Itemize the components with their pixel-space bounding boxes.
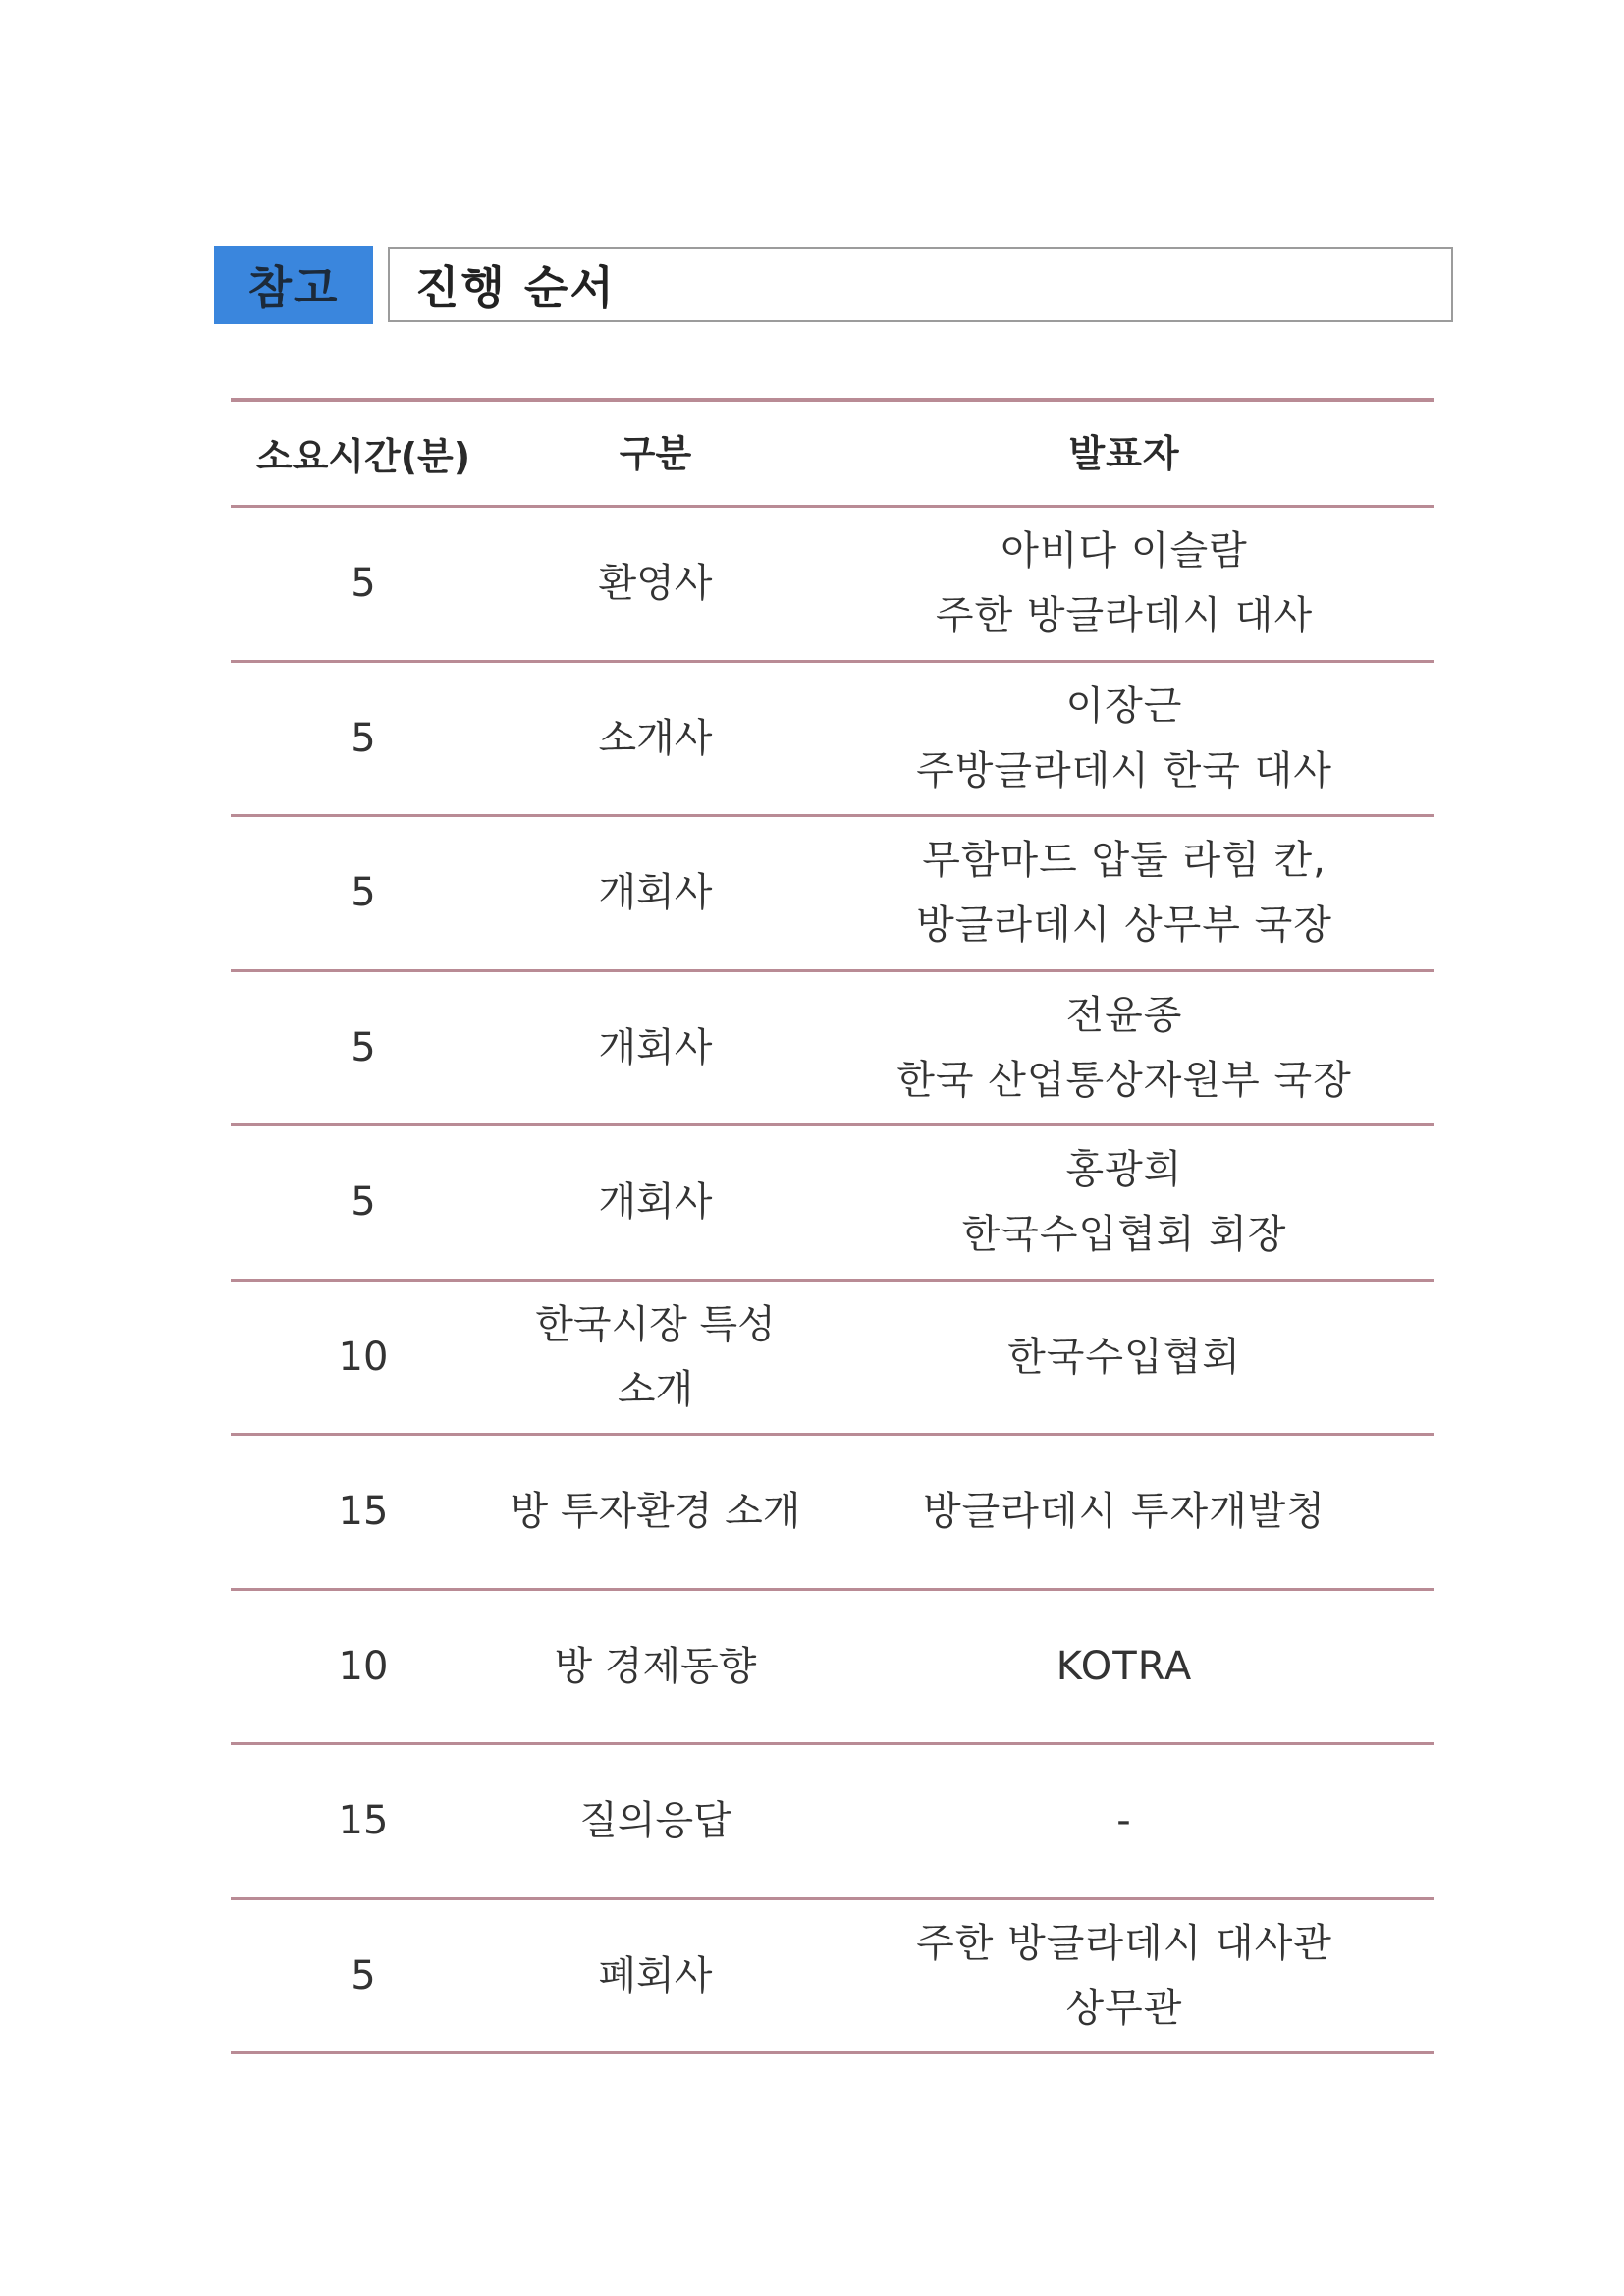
table-row bbox=[231, 1436, 1434, 1591]
presenter-name: 방글라데시 투자개발청 bbox=[922, 1489, 1326, 1535]
presenter-cell bbox=[815, 1325, 1434, 1390]
presenter-title: 한국 산업통상자원부 국장 bbox=[896, 1057, 1352, 1103]
reference-badge: 참고 bbox=[214, 246, 373, 324]
presenter-title: 상무관 bbox=[1065, 1985, 1183, 2031]
category-line: 한국시장 특성 bbox=[535, 1301, 776, 1347]
presenter-cell bbox=[815, 983, 1434, 1113]
presenter-title: 주한 방글라데시 대사 bbox=[935, 593, 1314, 639]
column-header-presenter: 발표자 bbox=[1068, 431, 1180, 475]
presenter-cell bbox=[815, 1137, 1434, 1267]
presenter-cell bbox=[815, 828, 1434, 957]
category-cell bbox=[496, 1479, 815, 1544]
category-line: 질의응답 bbox=[579, 1798, 731, 1844]
presenter-title: 한국수입협회 회장 bbox=[961, 1212, 1287, 1258]
category-line: 소개사 bbox=[598, 715, 713, 761]
time-cell: 10 bbox=[338, 1643, 389, 1689]
category-line: 개회사 bbox=[598, 1179, 713, 1226]
category-cell bbox=[496, 1170, 815, 1234]
category-cell bbox=[496, 1292, 815, 1422]
table-row bbox=[231, 508, 1434, 663]
section-header bbox=[214, 246, 1455, 324]
category-line: 개회사 bbox=[598, 1024, 713, 1070]
table-row bbox=[231, 1282, 1434, 1437]
category-cell bbox=[496, 1788, 815, 1853]
presenter-cell bbox=[815, 1788, 1434, 1853]
presenter-cell bbox=[815, 519, 1434, 648]
time-cell: 5 bbox=[351, 1952, 376, 1998]
category-line: 개회사 bbox=[598, 870, 713, 916]
time-cell: 15 bbox=[338, 1489, 389, 1535]
table-row bbox=[231, 1591, 1434, 1746]
presenter-title: 주방글라데시 한국 대사 bbox=[916, 747, 1332, 793]
table-row bbox=[231, 972, 1434, 1127]
table-row bbox=[231, 1900, 1434, 2055]
presenter-cell bbox=[815, 674, 1434, 803]
presenter-name: 이장근 bbox=[1065, 683, 1183, 729]
presenter-title: 방글라데시 상무부 국장 bbox=[916, 902, 1332, 949]
column-header-category: 구분 bbox=[619, 431, 692, 475]
category-cell bbox=[496, 1634, 815, 1699]
presenter-name: 주한 방글라데시 대사관 bbox=[916, 1920, 1332, 1966]
category-cell bbox=[496, 1943, 815, 2008]
schedule-table bbox=[231, 398, 1434, 2054]
time-cell: 5 bbox=[351, 715, 376, 761]
category-line: 환영사 bbox=[598, 561, 713, 607]
presenter-name: 한국수입협회 bbox=[1007, 1334, 1241, 1380]
table-row bbox=[231, 663, 1434, 818]
time-cell: 5 bbox=[351, 1024, 376, 1070]
section-title: 진행 순서 bbox=[388, 247, 1453, 322]
category-cell bbox=[496, 1015, 815, 1080]
presenter-name: 홍광희 bbox=[1065, 1147, 1183, 1193]
presenter-name: KOTRA bbox=[1056, 1643, 1193, 1689]
presenter-cell bbox=[815, 1634, 1434, 1699]
table-row bbox=[231, 1126, 1434, 1282]
category-line: 방 경제동향 bbox=[554, 1643, 757, 1689]
presenter-name: 무함마드 압둘 라힘 칸, bbox=[922, 838, 1326, 884]
table-header-row bbox=[231, 398, 1434, 508]
time-cell: 5 bbox=[351, 1179, 376, 1226]
category-line: 소개 bbox=[617, 1366, 694, 1412]
time-cell: 5 bbox=[351, 870, 376, 916]
category-cell bbox=[496, 860, 815, 925]
presenter-name: 아비다 이슬람 bbox=[1001, 528, 1248, 574]
presenter-cell bbox=[815, 1911, 1434, 2041]
category-line: 폐회사 bbox=[598, 1952, 713, 1998]
column-header-time: 소요시간(분) bbox=[255, 435, 471, 478]
time-cell: 5 bbox=[351, 561, 376, 607]
time-cell: 15 bbox=[338, 1798, 389, 1844]
table-row bbox=[231, 1745, 1434, 1900]
category-cell bbox=[496, 551, 815, 616]
time-cell: 10 bbox=[338, 1334, 389, 1380]
category-cell bbox=[496, 706, 815, 771]
table-row bbox=[231, 817, 1434, 972]
presenter-name: - bbox=[1116, 1798, 1132, 1844]
presenter-cell bbox=[815, 1479, 1434, 1544]
presenter-name: 전윤종 bbox=[1065, 992, 1183, 1038]
category-line: 방 투자환경 소개 bbox=[510, 1489, 801, 1535]
